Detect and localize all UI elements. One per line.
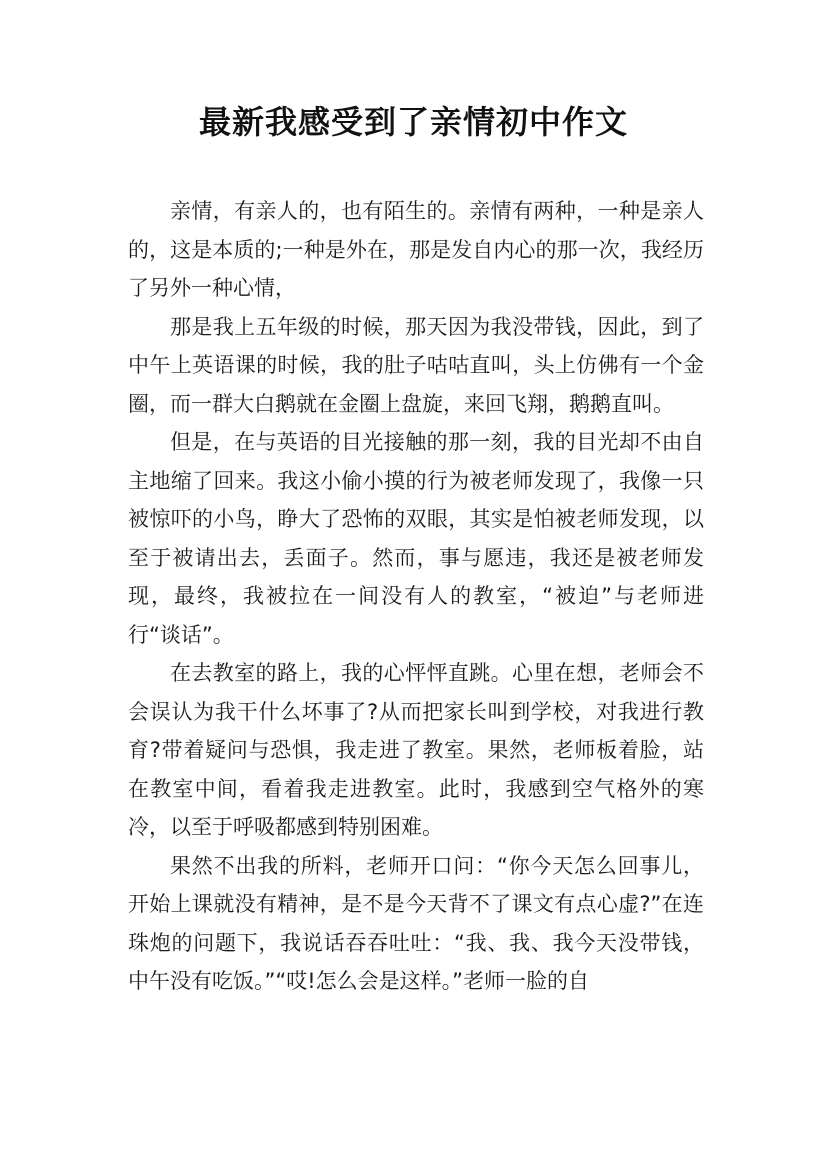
paragraph-3: 但是，在与英语的目光接触的那一刻，我的目光却不由自主地缩了回来。我这小偷小摸的行为被老师发现了，我像一只被惊吓的小鸟，睁大了恐怖的双眼，其实是怕被老师发现，以至于被请出去，丢面子。然而，事与愿违，我还是被老师发现，最终，我被拉在一间没有人的教室，“被迫”与老师进行“谈话”。 <box>128 430 704 647</box>
paragraph-2: 那是我上五年级的时候，那天因为我没带钱，因此，到了中午上英语课的时候，我的肚子咕咕直叫，头上仿佛有一个金圈，而一群大白鹅就在金圈上盘旋，来回飞翔，鹅鹅直叫。 <box>128 314 704 416</box>
paragraph-5: 果然不出我的所料，老师开口问：“你今天怎么回事儿，开始上课就没有精神，是不是今天背不了课文有点心虚?”在连珠炮的问题下，我说话吞吞吐吐：“我、我、我今天没带钱，中午没有吃饭。”“哎!怎么会是这样。”老师一脸的自 <box>128 853 704 993</box>
document-body <box>128 192 704 1001</box>
document-title: 最新我感受到了亲情初中作文 <box>198 103 628 141</box>
paragraph-1: 亲情，有亲人的，也有陌生的。亲情有两种，一种是亲人的，这是本质的;一种是外在，那是发自内心的那一次，我经历了另外一种心情， <box>128 199 704 300</box>
paragraph-4: 在去教室的路上，我的心怦怦直跳。心里在想，老师会不会误认为我干什么坏事了?从而把家长叫到学校，对我进行教育?带着疑问与恐惧，我走进了教室。果然，老师板着脸，站在教室中间，看着我走进教室。此时，我感到空气格外的寒冷，以至于呼吸都感到特别困难。 <box>128 661 704 839</box>
